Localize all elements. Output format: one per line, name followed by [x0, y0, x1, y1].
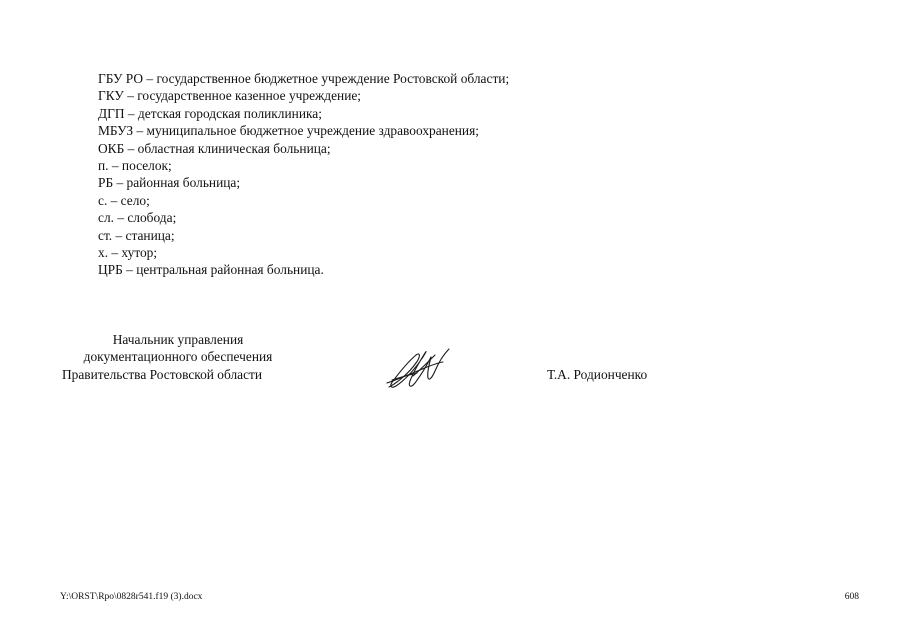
abbreviation-item: ОКБ – областная клиническая больница;	[98, 140, 331, 156]
footer-file-path: Y:\ORST\Rpo\0828r541.f19 (3).docx	[60, 592, 203, 602]
abbreviation-item: ЦРБ – центральная районная больница.	[98, 262, 324, 278]
footer-page-number: 608	[844, 592, 859, 602]
abbreviation-item: МБУЗ – муниципальное бюджетное учреждение здравоохранения;	[98, 123, 479, 139]
abbreviation-item: с. – село;	[98, 192, 150, 208]
abbreviation-item: х. – хутор;	[98, 245, 158, 261]
signatory-position-line: Правительства Ростовской области	[62, 366, 263, 382]
abbreviation-item: РБ – районная больница;	[98, 175, 241, 191]
abbreviation-item: ГКУ – государственное казенное учреждение;	[98, 88, 362, 104]
abbreviation-item: ГБУ РО – государственное бюджетное учреждение Ростовской области;	[98, 71, 510, 86]
abbreviation-item: ст. – станица;	[98, 227, 175, 243]
handwritten-signature	[383, 343, 461, 393]
abbreviation-item: сл. – слобода;	[98, 210, 177, 226]
abbreviation-item: п. – поселок;	[98, 158, 172, 174]
signatory-position	[58, 331, 298, 383]
signatory-name: Т.А. Родионченко	[547, 367, 648, 382]
signatory-position-line: Начальник управления	[112, 332, 244, 347]
abbreviation-item: ДГП – детская городская поликлиника;	[98, 105, 322, 121]
signatory-position-line: документационного обеспечения	[83, 349, 273, 365]
abbreviation-list	[98, 70, 509, 279]
